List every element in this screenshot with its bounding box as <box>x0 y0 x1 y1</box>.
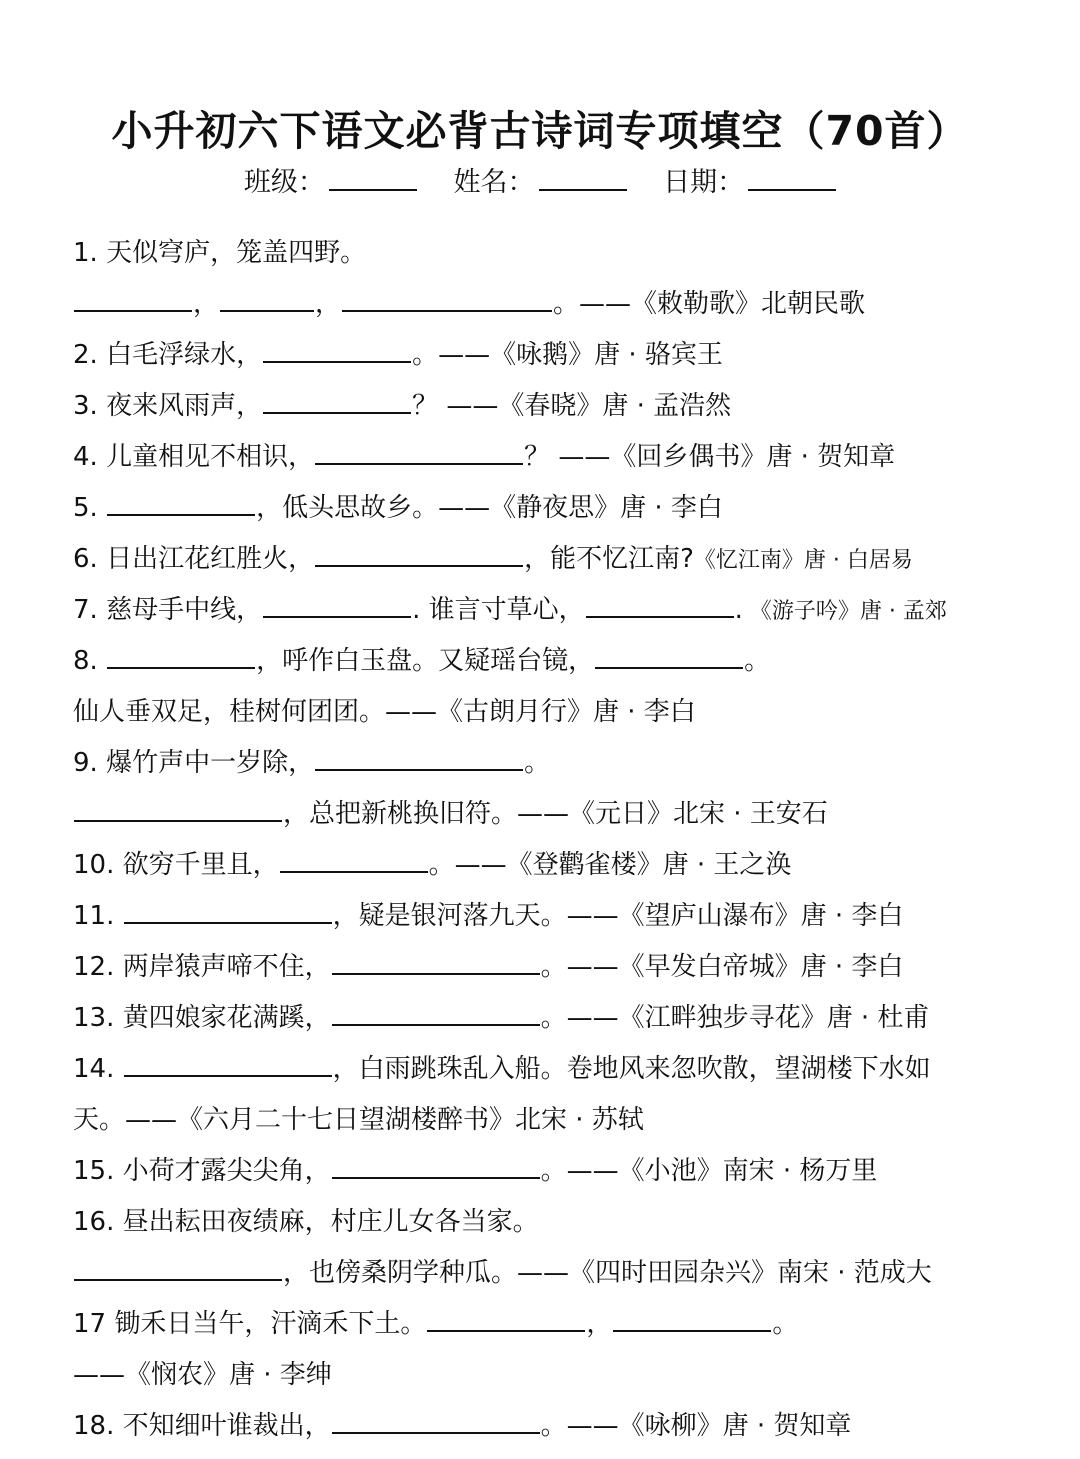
class-label: 班级： <box>243 167 325 198</box>
line-text: . <box>734 595 743 625</box>
line-text: 8. <box>73 646 107 676</box>
poem-line <box>73 1299 1023 1350</box>
poem-line <box>73 381 1023 432</box>
fill-blank[interactable] <box>332 1402 540 1434</box>
line-text: 13. 黄四娘家花满蹊， <box>73 1003 331 1033</box>
poem-line <box>73 1248 1023 1299</box>
poem-line <box>73 330 1023 381</box>
fill-blank[interactable] <box>315 535 523 567</box>
line-text: 。 <box>772 1309 799 1339</box>
poem-line <box>73 585 1023 636</box>
line-text: 5. <box>73 493 107 523</box>
poem-line <box>73 993 1023 1044</box>
line-text: 。——《登鹳雀楼》唐 · 王之涣 <box>428 850 792 880</box>
line-text: 。——《早发白帝城》唐 · 李白 <box>540 952 904 982</box>
line-text: ？ ——《回乡偶书》唐 · 贺知章 <box>524 442 896 472</box>
poem-line <box>73 279 1023 330</box>
fill-blank[interactable] <box>280 841 428 873</box>
name-field <box>454 160 627 199</box>
line-text: 3. 夜来风雨声， <box>73 391 263 421</box>
fill-blank[interactable] <box>315 739 523 771</box>
line-text: 6. 日出江花红胜火， <box>73 544 315 574</box>
student-info-row <box>0 160 1080 199</box>
line-text: ， <box>315 289 342 319</box>
line-text: 天。——《六月二十七日望湖楼醉书》北宋 · 苏轼 <box>73 1105 644 1135</box>
poem-line <box>73 840 1023 891</box>
poem-source: 《游子吟》唐 · 孟郊 <box>742 599 947 624</box>
line-text: ，白雨跳珠乱入船。卷地风来忽吹散，望湖楼下水如 <box>332 1054 931 1084</box>
line-text: ——《悯农》唐 · 李绅 <box>73 1360 332 1390</box>
poem-line <box>73 534 1023 585</box>
fill-blank[interactable] <box>613 1300 771 1332</box>
date-blank[interactable] <box>748 163 836 191</box>
line-text: 11. <box>73 901 123 931</box>
poem-line <box>73 1146 1023 1197</box>
line-text: 。 <box>744 646 771 676</box>
poem-line <box>73 789 1023 840</box>
poem-list <box>73 228 1023 1452</box>
poem-source: 《忆江南》唐 · 白居易 <box>693 548 913 573</box>
line-text: ，疑是银河落九天。——《望庐山瀑布》唐 · 李白 <box>332 901 904 931</box>
fill-blank[interactable] <box>315 433 523 465</box>
line-text: 。——《咏柳》唐 · 贺知章 <box>540 1411 852 1441</box>
line-text: 14. <box>73 1054 123 1084</box>
line-text: ， <box>586 1309 613 1339</box>
fill-blank[interactable] <box>74 280 192 312</box>
line-text: ，也傍桑阴学种瓜。——《四时田园杂兴》南宋 · 范成大 <box>283 1258 932 1288</box>
line-text: 1. 天似穹庐，笼盖四野。 <box>73 238 367 268</box>
fill-blank[interactable] <box>220 280 314 312</box>
fill-blank[interactable] <box>342 280 552 312</box>
poem-line <box>73 942 1023 993</box>
line-text: 12. 两岸猿声啼不住， <box>73 952 331 982</box>
line-text: 17 锄禾日当午，汗滴禾下土。 <box>73 1309 427 1339</box>
fill-blank[interactable] <box>586 586 734 618</box>
poem-line <box>73 1095 1023 1146</box>
fill-blank[interactable] <box>332 994 540 1026</box>
poem-line <box>73 891 1023 942</box>
line-text: 7. 慈母手中线， <box>73 595 263 625</box>
line-text: 。——《小池》南宋 · 杨万里 <box>540 1156 878 1186</box>
fill-blank[interactable] <box>74 790 282 822</box>
poem-line <box>73 483 1023 534</box>
line-text: . 谁言寸草心， <box>412 595 585 625</box>
class-blank[interactable] <box>329 163 417 191</box>
date-field <box>663 160 836 199</box>
fill-blank[interactable] <box>74 1249 282 1281</box>
poem-line <box>73 1401 1023 1452</box>
poem-line <box>73 738 1023 789</box>
line-text: 。——《咏鹅》唐 · 骆宾王 <box>412 340 723 370</box>
line-text: 18. 不知细叶谁裁出， <box>73 1411 331 1441</box>
fill-blank[interactable] <box>124 892 332 924</box>
fill-blank[interactable] <box>332 1147 540 1179</box>
line-text: 16. 昼出耘田夜绩麻，村庄儿女各当家。 <box>73 1207 539 1237</box>
fill-blank[interactable] <box>263 586 411 618</box>
line-text: 10. 欲穷千里且， <box>73 850 279 880</box>
line-text: ，低头思故乡。——《静夜思》唐 · 李白 <box>256 493 723 523</box>
line-text: 。——《江畔独步寻花》唐 · 杜甫 <box>540 1003 930 1033</box>
poem-line <box>73 1197 1023 1248</box>
page-title: 小升初六下语文必背古诗词专项填空（70首） <box>111 107 969 155</box>
fill-blank[interactable] <box>263 331 411 363</box>
line-text: 2. 白毛浮绿水， <box>73 340 263 370</box>
fill-blank[interactable] <box>124 1045 332 1077</box>
line-text: ？ ——《春晓》唐 · 孟浩然 <box>412 391 732 421</box>
fill-blank[interactable] <box>427 1300 585 1332</box>
line-text: ，能不忆江南? <box>524 544 694 574</box>
poem-line <box>73 432 1023 483</box>
line-text: ， <box>193 289 220 319</box>
fill-blank[interactable] <box>595 637 743 669</box>
poem-line <box>73 228 1023 279</box>
fill-blank[interactable] <box>107 484 255 516</box>
line-text: 15. 小荷才露尖尖角， <box>73 1156 331 1186</box>
line-text: 仙人垂双足，桂树何团团。——《古朗月行》唐 · 李白 <box>73 697 696 727</box>
name-blank[interactable] <box>539 163 627 191</box>
poem-line <box>73 1044 1023 1095</box>
poem-line <box>73 1350 1023 1401</box>
line-text: 。——《敕勒歌》北朝民歌 <box>553 289 866 319</box>
poem-line <box>73 636 1023 687</box>
line-text: 4. 儿童相见不相识， <box>73 442 315 472</box>
class-field <box>244 160 417 199</box>
fill-blank[interactable] <box>107 637 255 669</box>
line-text: 9. 爆竹声中一岁除， <box>73 748 315 778</box>
line-text: 。 <box>524 748 551 778</box>
date-label: 日期： <box>663 167 745 198</box>
fill-blank[interactable] <box>332 943 540 975</box>
line-text: ，总把新桃换旧符。——《元日》北宋 · 王安石 <box>283 799 828 829</box>
name-label: 姓名： <box>453 167 535 198</box>
line-text: ，呼作白玉盘。又疑瑶台镜， <box>256 646 595 676</box>
poem-line <box>73 687 1023 738</box>
fill-blank[interactable] <box>263 382 411 414</box>
